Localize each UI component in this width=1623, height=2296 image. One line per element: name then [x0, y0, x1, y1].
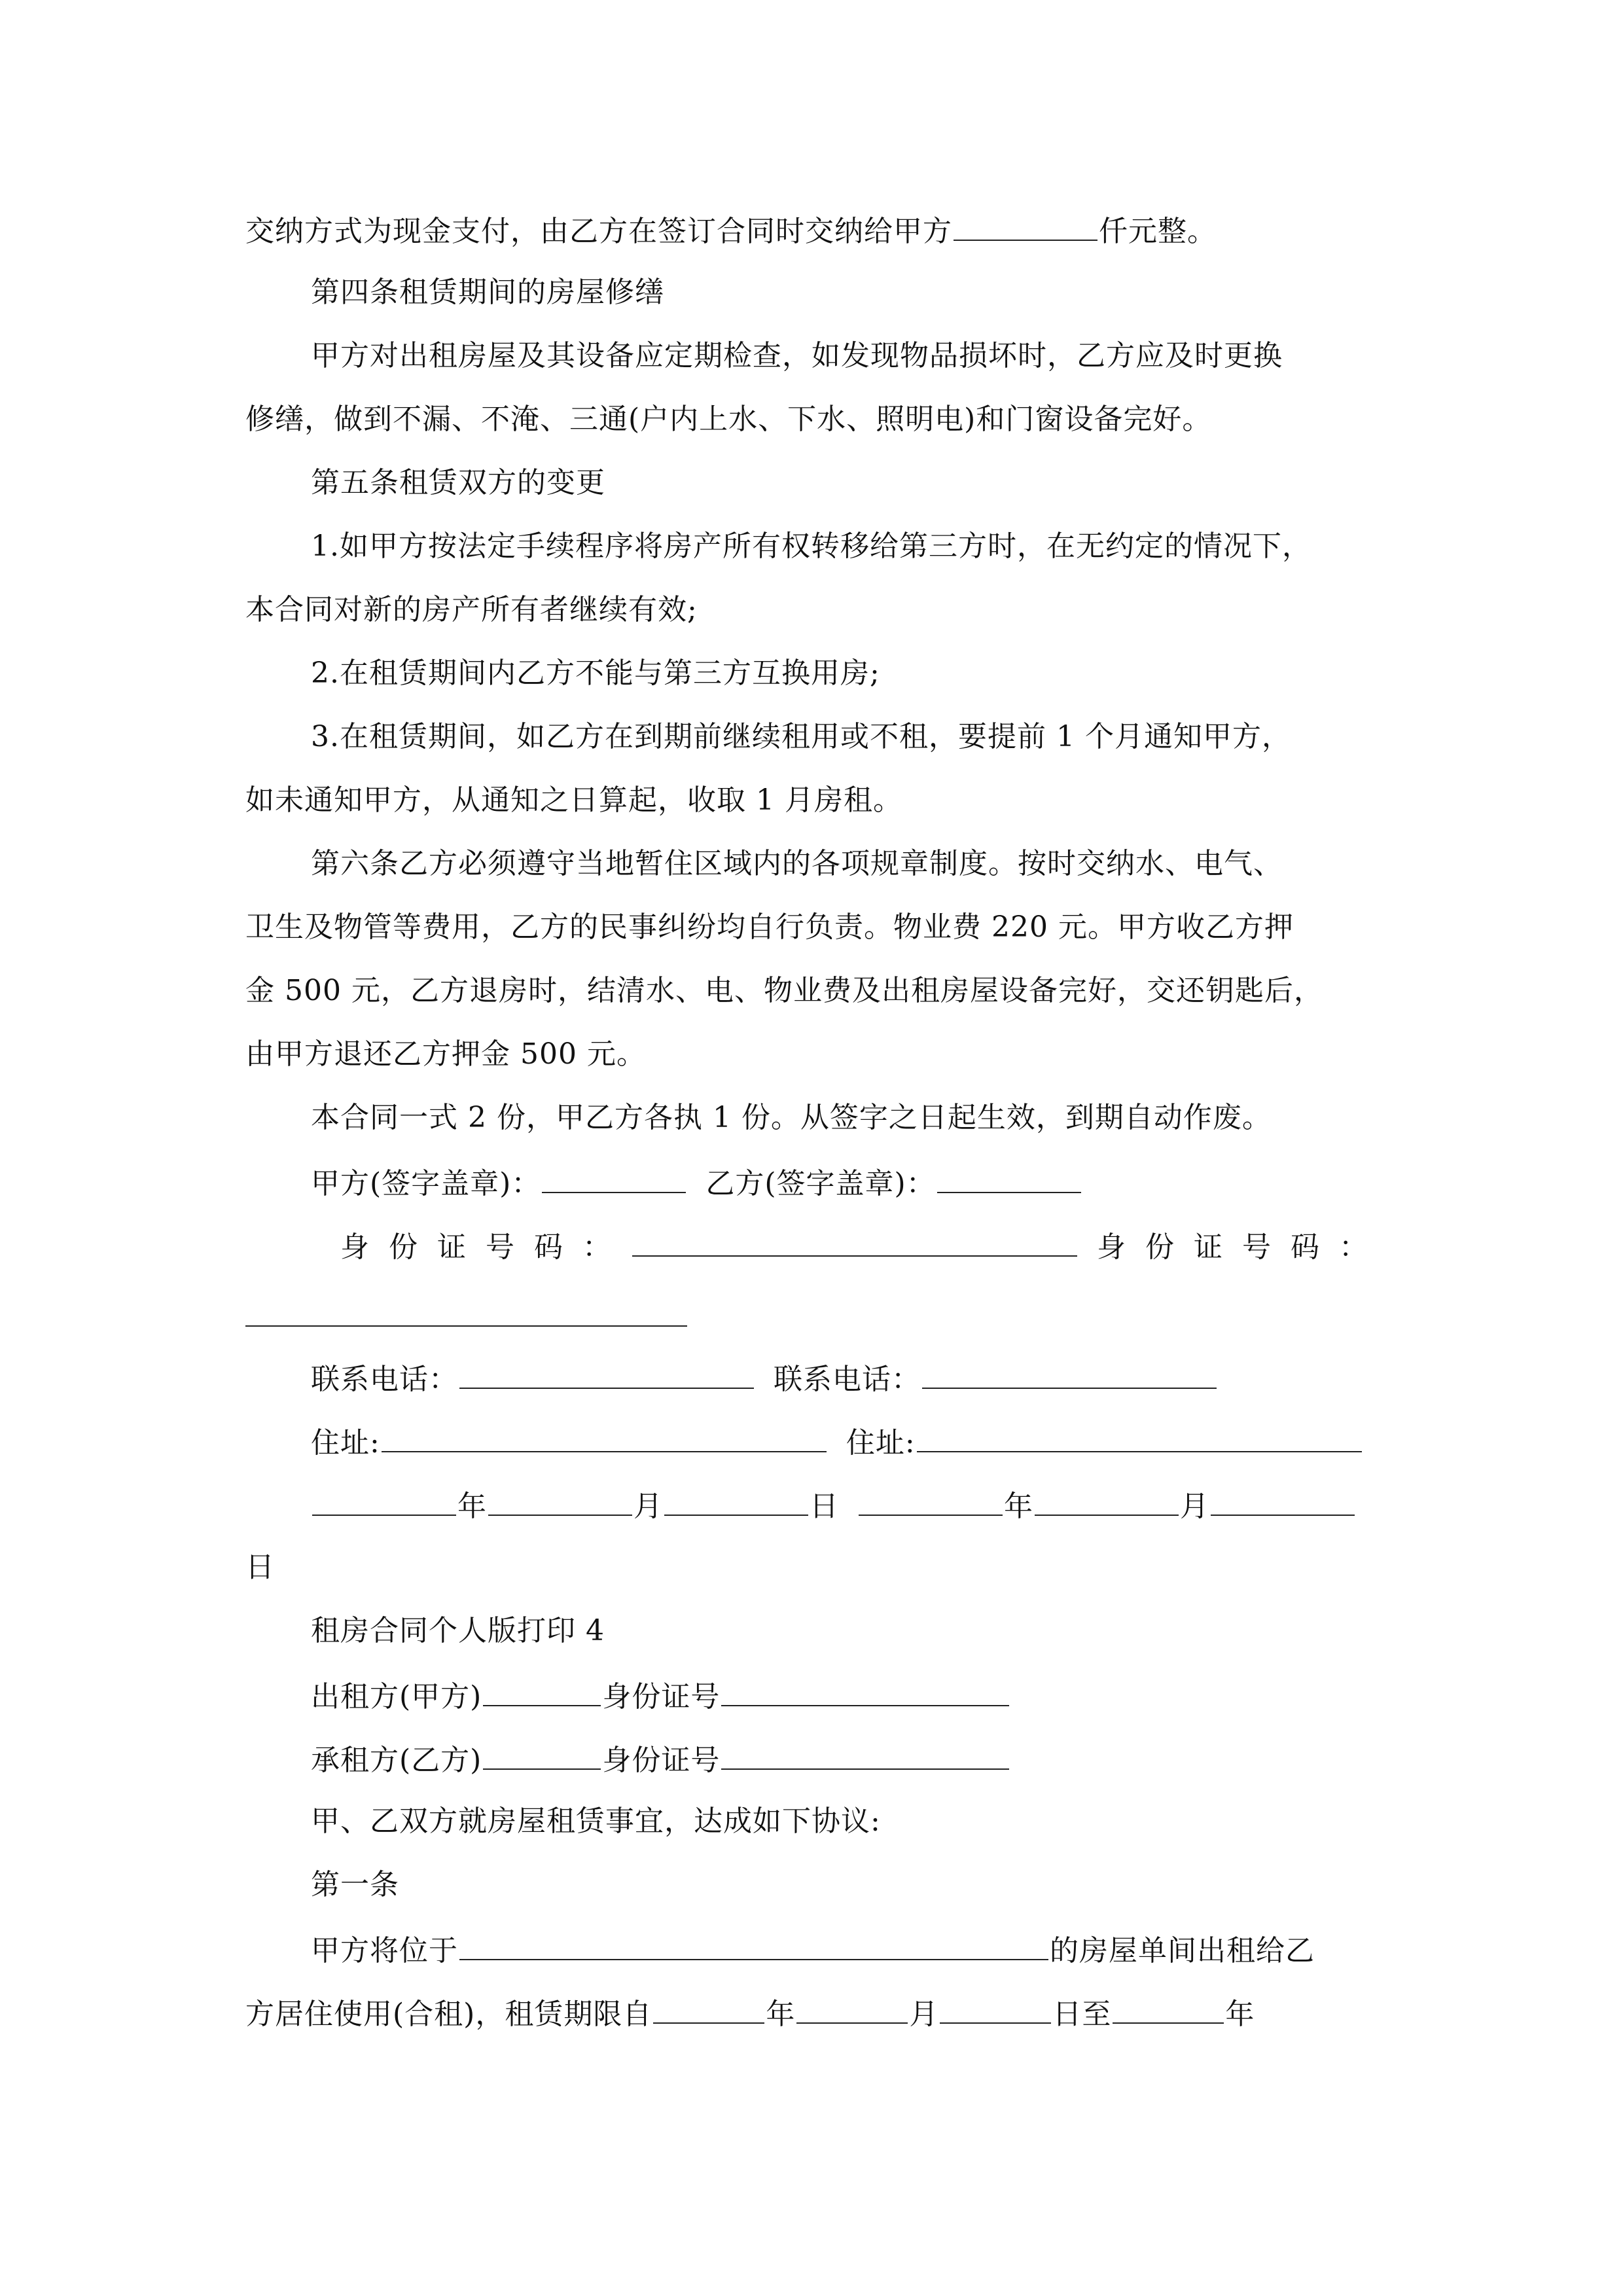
- party-b-month-blank[interactable]: [1035, 1484, 1179, 1516]
- lessor-name-blank[interactable]: [483, 1675, 601, 1706]
- lessee-label: 承租方(乙方): [311, 1744, 482, 1777]
- article-6-text-4: 由甲方退还乙方押金 500 元。: [245, 1037, 646, 1071]
- party-a-phone-blank[interactable]: [459, 1357, 754, 1389]
- party-b-id-label: 身份证号码：: [1097, 1230, 1387, 1264]
- term-day-label: 日至: [1052, 1998, 1112, 2031]
- day-label-a: 日: [810, 1490, 839, 1523]
- term-label: 方居住使用(合租)，租赁期限自: [245, 1998, 652, 2031]
- party-b-phone-blank[interactable]: [922, 1357, 1217, 1389]
- year-label-a: 年: [457, 1490, 487, 1523]
- party-b-phone-label: 联系电话：: [774, 1363, 921, 1396]
- agreement-intro: 甲、乙双方就房屋租赁事宜，达成如下协议:: [311, 1804, 881, 1838]
- payment-unit: 仟元整。: [1099, 215, 1217, 248]
- term-start-year-blank[interactable]: [653, 1992, 764, 2024]
- location-label: 甲方将位于: [311, 1934, 458, 1967]
- term-line: [245, 1992, 1384, 2032]
- id-number-line: [340, 1225, 1387, 1265]
- term-year-label: 年: [766, 1998, 796, 2031]
- lessee-name-blank[interactable]: [483, 1738, 601, 1770]
- payment-text: 交纳方式为现金支付，由乙方在签订合同时交纳给甲方: [245, 215, 952, 248]
- party-b-day-blank[interactable]: [1211, 1484, 1355, 1516]
- party-b-signature-blank[interactable]: [937, 1162, 1081, 1193]
- term-month-label: 月: [909, 1998, 939, 2031]
- article-5-item-3a: 3.在租赁期间，如乙方在到期前继续租用或不租，要提前 1 个月通知甲方，: [311, 720, 1291, 753]
- article-5-item-1a: 1.如甲方按法定手续程序将房产所有权转移给第三方时，在无约定的情况下，: [311, 529, 1311, 563]
- article-5-item-3b: 如未通知甲方，从通知之日算起，收取 1 月房租。: [245, 783, 902, 817]
- party-a-phone-label: 联系电话：: [311, 1363, 458, 1396]
- location-suffix: 的房屋单间出租给乙: [1050, 1934, 1315, 1967]
- copies-clause: 本合同一式 2 份，甲乙方各执 1 份。从签字之日起生效，到期自动作废。: [311, 1101, 1272, 1134]
- phone-line: [311, 1357, 1384, 1397]
- party-a-id-blank[interactable]: [632, 1225, 1077, 1257]
- article-6-text-2: 卫生及物管等费用，乙方的民事纠纷均自行负责。物业费 220 元。甲方收乙方押: [245, 910, 1294, 944]
- term-start-day-blank[interactable]: [940, 1992, 1051, 2024]
- payment-line: [245, 209, 1384, 249]
- party-b-address-label: 住址:: [846, 1426, 916, 1460]
- party-a-day-blank[interactable]: [664, 1484, 808, 1516]
- month-label-b: 月: [1180, 1490, 1209, 1523]
- lessor-label: 出租方(甲方): [311, 1680, 482, 1713]
- party-a-signature-blank[interactable]: [542, 1162, 686, 1193]
- article-4-text-1: 甲方对出租房屋及其设备应定期检查，如发现物品损坏时，乙方应及时更换: [311, 339, 1283, 372]
- lessee-id-label: 身份证号: [602, 1744, 721, 1777]
- lessor-id-blank[interactable]: [721, 1675, 1009, 1706]
- party-b-year-blank[interactable]: [859, 1484, 1003, 1516]
- month-label-a: 月: [633, 1490, 663, 1523]
- article-5-item-2: 2.在租赁期间内乙方不能与第三方互换用房;: [311, 656, 880, 690]
- party-a-month-blank[interactable]: [488, 1484, 632, 1516]
- party-b-signature-label: 乙方(签字盖章)：: [705, 1167, 936, 1200]
- party-a-year-blank[interactable]: [312, 1484, 456, 1516]
- lessor-id-label: 身份证号: [602, 1680, 721, 1713]
- term-end-year-label: 年: [1225, 1998, 1255, 2031]
- date-line: [311, 1484, 1384, 1524]
- article-5-item-1b: 本合同对新的房产所有者继续有效;: [245, 593, 698, 626]
- location-blank[interactable]: [459, 1929, 1048, 1960]
- party-a-address-label: 住址:: [311, 1426, 380, 1460]
- article-6-text-3: 金 500 元，乙方退房时，结清水、电、物业费及出租房屋设备完好，交还钥匙后，: [245, 974, 1323, 1007]
- term-start-month-blank[interactable]: [796, 1992, 908, 2024]
- year-label-b: 年: [1004, 1490, 1033, 1523]
- day-label-b: 日: [245, 1551, 275, 1584]
- payment-amount-blank[interactable]: [954, 209, 1097, 241]
- contract-4-title: 租房合同个人版打印 4: [311, 1614, 605, 1647]
- article-4-heading: 第四条租赁期间的房屋修缮: [311, 276, 664, 309]
- term-end-year-blank[interactable]: [1113, 1992, 1224, 2024]
- address-line: [311, 1421, 1384, 1460]
- lessee-line: [311, 1738, 1384, 1778]
- signature-line: [311, 1162, 1384, 1201]
- party-a-id-label: 身份证号码：: [340, 1230, 631, 1264]
- party-b-address-blank[interactable]: [917, 1421, 1362, 1452]
- lessee-id-blank[interactable]: [721, 1738, 1009, 1770]
- article-1-heading: 第一条: [311, 1868, 399, 1901]
- article-5-heading: 第五条租赁双方的变更: [311, 466, 605, 499]
- lessor-line: [311, 1675, 1384, 1714]
- location-line: [311, 1929, 1384, 1968]
- article-4-text-2: 修缮，做到不漏、不淹、三通(户内上水、下水、照明电)和门窗设备完好。: [245, 403, 1212, 436]
- party-a-address-blank[interactable]: [382, 1421, 827, 1452]
- party-a-signature-label: 甲方(签字盖章)：: [311, 1167, 541, 1200]
- article-6-text-1: 第六条乙方必须遵守当地暂住区域内的各项规章制度。按时交纳水、电气、: [311, 847, 1283, 880]
- party-b-id-blank[interactable]: [245, 1325, 687, 1327]
